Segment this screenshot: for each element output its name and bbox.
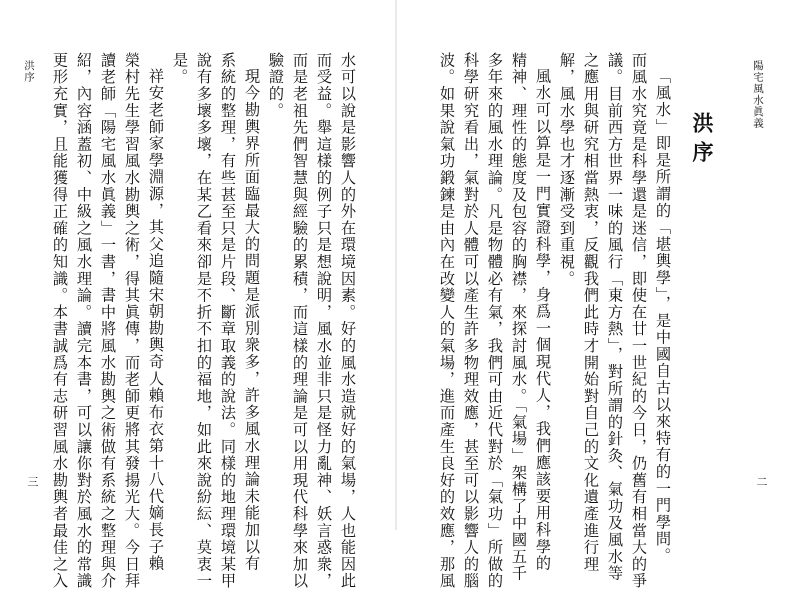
text-column: 紹，內容涵蓋初、中級之風水理論。讀完本書，可以讓你對於風水的常識 [75,52,93,590]
text-column: 是。 [171,52,189,86]
running-head: 洪序 [23,60,35,83]
text-column: 水可以說是影響人的外在環境因素。好的風水造就好的氣場，人也能因此 [339,52,357,590]
text-column: 解，風水學也才逐漸受到重視。 [558,52,576,288]
text-column: 風水可以算是一門實證科學，身爲一個現代人，我們應該要用科學的 [534,68,552,572]
text-column: 祥安老師家學淵源，其父追隨宋朝勘輿奇人賴布衣第十八代嫡長子賴 [147,68,165,572]
right-page [397,0,793,590]
text-column: 之應用與研究相當熱衷，反觀我們此時才開始對自己的文化遺產進行理 [582,52,600,573]
text-column: 說有多壞多壞，在某乙看來卻是不折不扣的福地，如此來說紛紜、莫衷一 [195,52,213,590]
text-column: 而是老祖先們智慧與經驗的累積，而這樣的理論是可以用現代科學來加以 [291,52,309,590]
page-number: 二 [755,476,768,487]
text-column: 多年來的風水理論。凡是物體必有氣，我們可由近代對於「氣功」所做的 [486,52,504,590]
page-title: 洪序 [690,112,715,170]
text-column: 波。如果說氣功鍛鍊是由內在改變人的氣場，進而產生良好的效應，那風 [438,52,456,590]
text-column: 驗證的。 [267,52,285,120]
text-column: 議。目前西方世界一味的風行「東方熱」，對所謂的針灸、氣功及風水等 [606,52,624,582]
text-column: 「風水」即是所謂的「堪輿學」，是中國自古以來特有的一門學問。 [654,68,672,565]
running-head: 陽宅風水眞義 [752,60,764,129]
text-column: 系統的整理，有些甚至只是片段、斷章取義的說法。同樣的地理環境某甲 [219,52,237,590]
text-column: 讀老師「陽宅風水眞義」一書，書中將風水勘輿之術做有系統之整理與介 [99,52,117,590]
text-column: 榮村先生學習風水勘輿之術，得其眞傳，而老師更將其發揚光大。今日拜 [123,52,141,590]
text-column: 精神、理性的態度及包容的胸襟，來探討風水。「氣場」架構了中國五千 [510,52,528,582]
text-column: 科學研究看出，氣對於人體可以產生許多物理效應，甚至可以影響人的腦 [462,52,480,590]
text-column: 而風水究竟是科學還是迷信，即使在廿一世紀的今日，仍舊有相當大的爭 [630,52,648,590]
page-number: 三 [26,476,39,487]
text-column: 而受益。舉這樣的例子只是想說明，風水並非只是怪力亂神、妖言惑衆， [315,52,333,590]
text-column: 現今勘輿界所面臨最大的問題是派別衆多，許多風水理論未能加以有 [243,68,261,572]
left-page [0,0,396,590]
text-column: 更形充實，且能獲得正確的知識。本書誠爲有志研習風水勘輿者最佳之入 [51,52,69,590]
